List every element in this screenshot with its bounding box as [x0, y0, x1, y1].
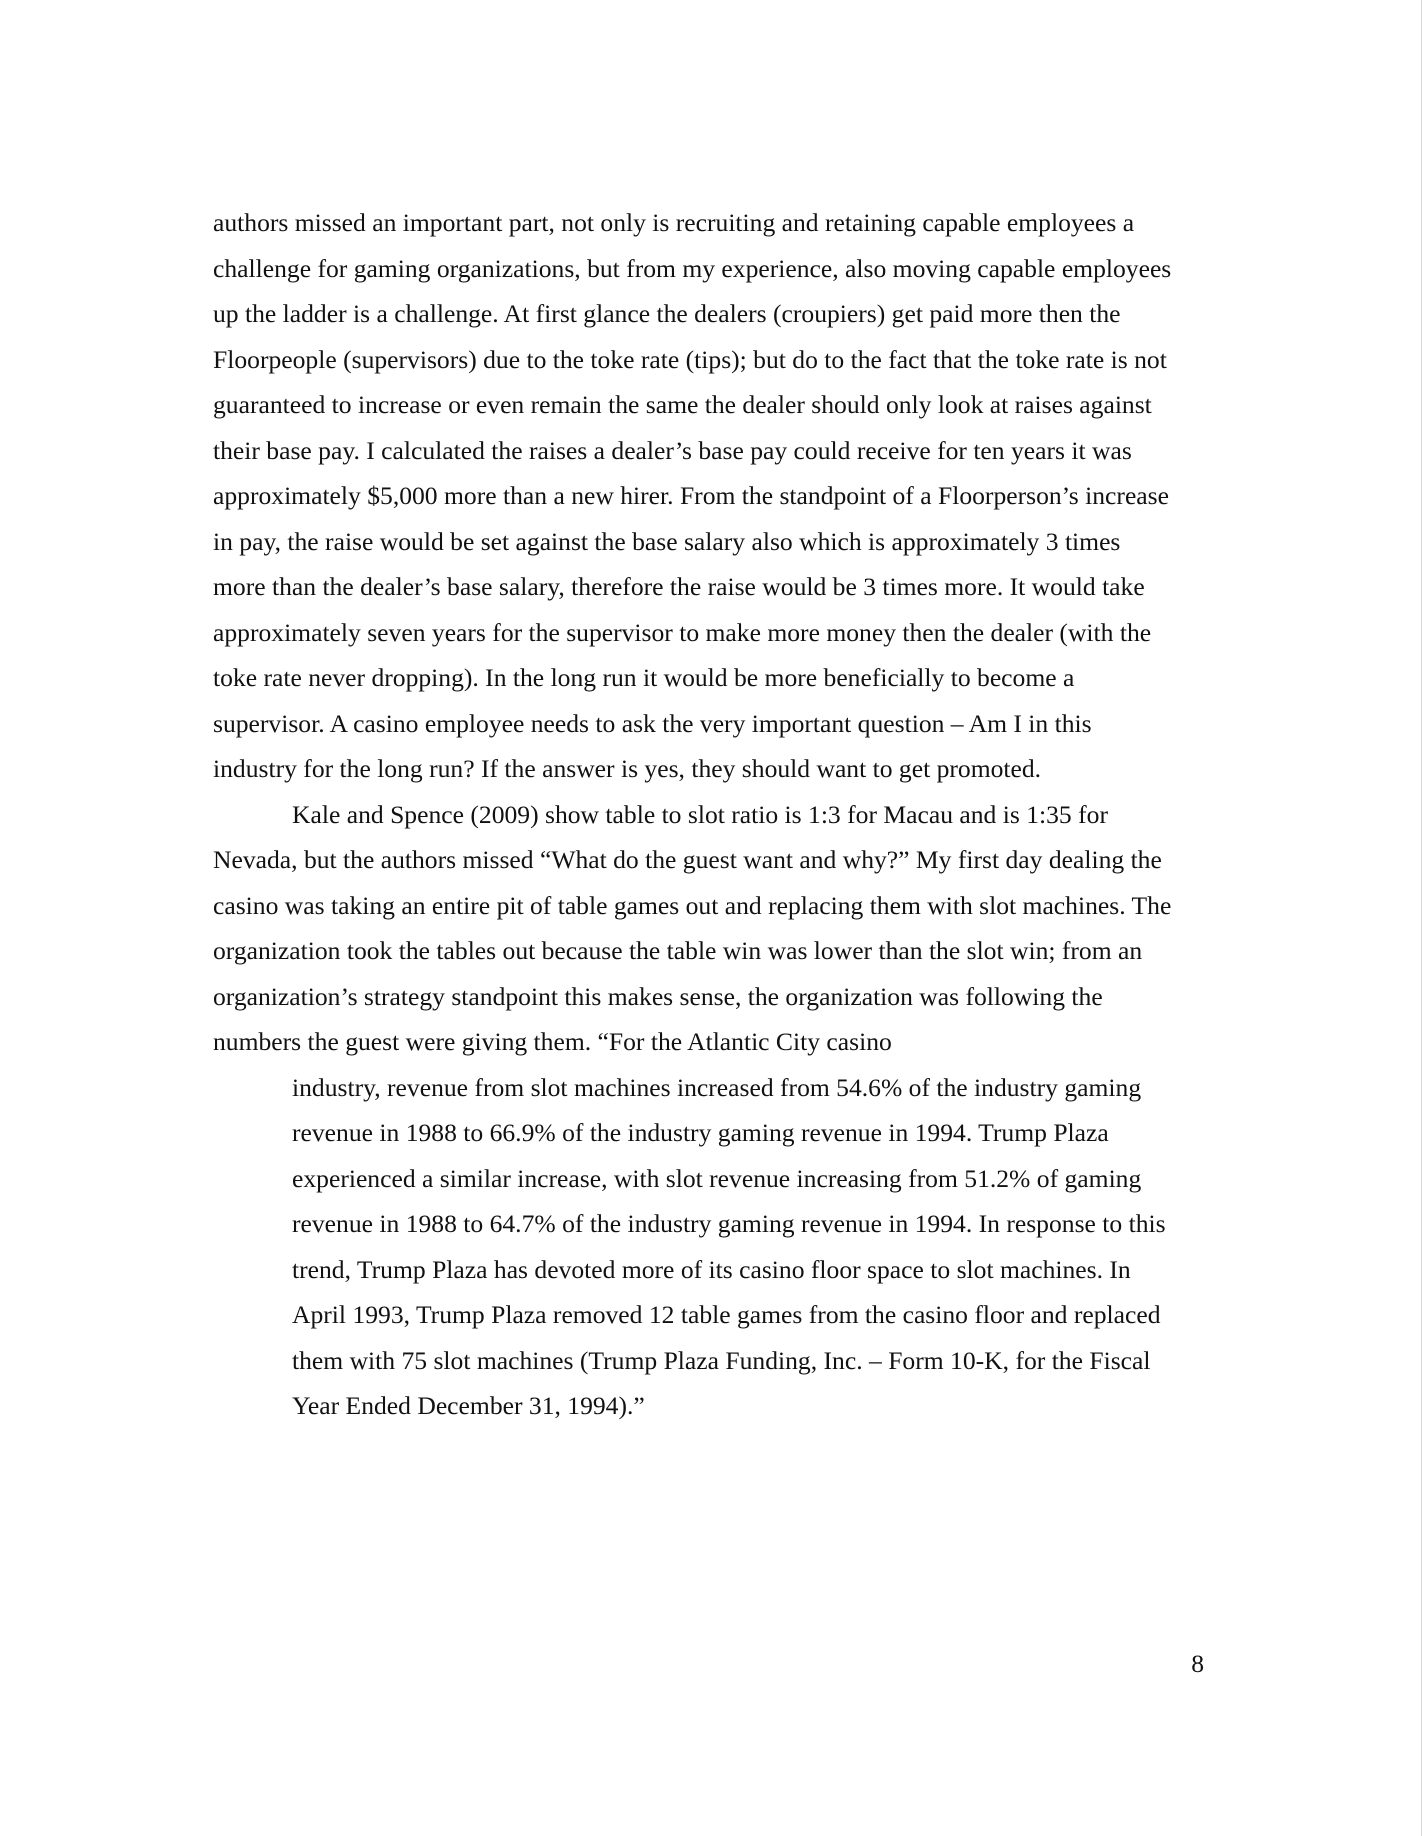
text-line: organization took the tables out because the table win was lower than the slot win; from an	[213, 936, 1143, 965]
text-line: their base pay. I calculated the raises a dealer’s base pay could receive for ten years it was	[213, 435, 1132, 465]
quote-line: experienced a similar increase, with slot revenue increasing from 51.2% of gaming	[292, 1163, 1142, 1193]
text-line: approximately seven years for the supervisor to make more money then the dealer (with the	[213, 617, 1152, 647]
text-line: authors missed an important part, not only is recruiting and retaining capable employees a	[213, 208, 1135, 237]
quote-line: April 1993, Trump Plaza removed 12 table games from the casino floor and replaced	[292, 1300, 1161, 1329]
text-line: toke rate never dropping). In the long run it would be more beneficially to become a	[213, 663, 1075, 692]
paragraph-2	[213, 792, 1211, 1065]
text-line: supervisor. A casino employee needs to ask the very important question – Am I in this	[213, 708, 1092, 738]
text-line: in pay, the raise would be set against the base salary also which is approximately 3 times	[213, 526, 1121, 556]
text-line: up the ladder is a challenge. At first glance the dealers (croupiers) get paid more then the	[213, 299, 1121, 328]
text-line: industry for the long run? If the answer is yes, they should want to get promoted.	[213, 754, 1042, 783]
text-line: approximately $5,000 more than a new hirer. From the standpoint of a Floorperson’s increase	[213, 481, 1169, 510]
text-line: more than the dealer’s base salary, therefore the raise would be 3 times more. It would take	[213, 572, 1145, 601]
text-line: Nevada, but the authors missed “What do the guest want and why?” My first day dealing the	[213, 845, 1162, 874]
paragraph-1	[213, 200, 1211, 792]
quote-line: revenue in 1988 to 64.7% of the industry gaming revenue in 1994. In response to this	[292, 1209, 1166, 1238]
text-line: Kale and Spence (2009) show table to slot ratio is 1:3 for Macau and is 1:35 for	[292, 799, 1108, 829]
text-line: organization’s strategy standpoint this makes sense, the organization was following the	[213, 981, 1103, 1011]
quote-line: them with 75 slot machines (Trump Plaza Funding, Inc. – Form 10-K, for the Fiscal	[292, 1345, 1151, 1375]
text-line: Floorpeople (supervisors) due to the toke rate (tips); but do to the fact that the toke rate is not	[213, 344, 1167, 374]
text-line: casino was taking an entire pit of table games out and replacing them with slot machines. The	[213, 890, 1172, 920]
text-line: challenge for gaming organizations, but from my experience, also moving capable employees	[213, 253, 1172, 283]
block-quote	[213, 1065, 1211, 1429]
quote-line: Year Ended December 31, 1994).”	[292, 1391, 645, 1420]
quote-line: revenue in 1988 to 66.9% of the industry gaming revenue in 1994. Trump Plaza	[292, 1118, 1109, 1147]
page-number: 8	[1191, 1649, 1204, 1678]
quote-line: industry, revenue from slot machines increased from 54.6% of the industry gaming	[292, 1072, 1142, 1102]
text-line: numbers the guest were giving them. “For the Atlantic City casino	[213, 1027, 892, 1056]
document-body	[213, 200, 1211, 1429]
quote-line: trend, Trump Plaza has devoted more of its casino floor space to slot machines. In	[292, 1254, 1131, 1284]
text-line: guaranteed to increase or even remain the same the dealer should only look at raises against	[213, 390, 1152, 419]
